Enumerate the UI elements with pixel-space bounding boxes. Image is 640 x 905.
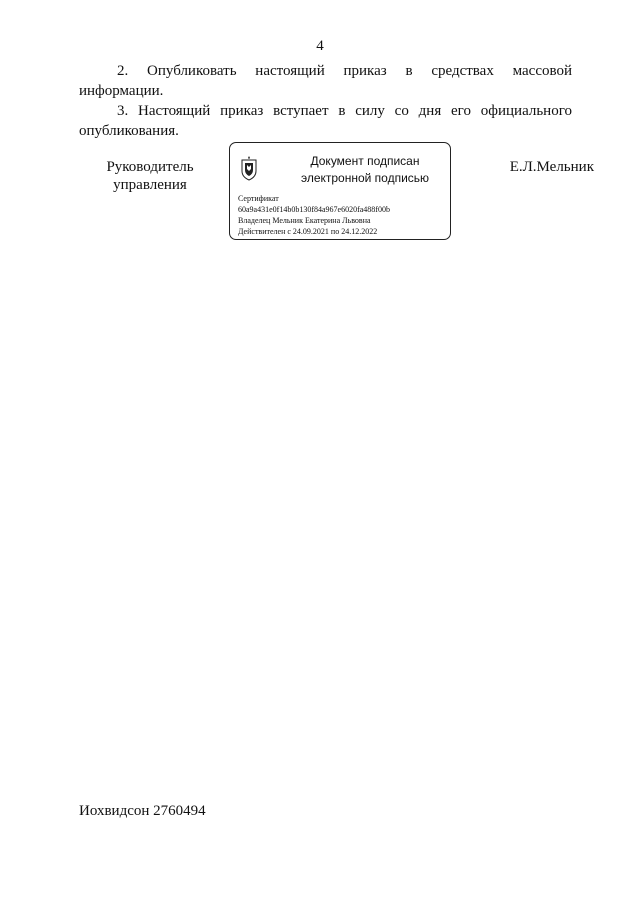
stamp-title-line-1: Документ подписан xyxy=(310,154,420,168)
signer-title-line-2: управления xyxy=(113,177,187,193)
paragraph-3-line-2: опубликования. xyxy=(79,123,179,139)
executor-info: Иохвидсон 2760494 xyxy=(79,803,206,819)
certificate-owner: Владелец Мельник Екатерина Львовна xyxy=(238,216,371,225)
certificate-validity: Действителен с 24.09.2021 по 24.12.2022 xyxy=(238,227,378,236)
certificate-label: Сертификат xyxy=(238,194,279,203)
coat-of-arms-icon xyxy=(240,155,258,181)
electronic-signature-stamp xyxy=(229,142,451,240)
page-number: 4 xyxy=(316,38,324,54)
paragraph-2-line-1: 2. Опубликовать настоящий приказ в средствах массовой xyxy=(117,63,572,79)
stamp-title-line-2: электронной подписью xyxy=(300,171,430,185)
signer-title xyxy=(100,158,200,194)
certificate-value: 60a9a431e0f14b0b130f84a967e6020fa488f00b xyxy=(238,205,390,214)
paragraph-2 xyxy=(79,61,572,101)
paragraph-3 xyxy=(79,101,572,141)
signer-name: Е.Л.Мельник xyxy=(509,159,594,175)
paragraph-2-line-2: информации. xyxy=(79,83,164,99)
stamp-details xyxy=(238,193,390,237)
stamp-title xyxy=(290,153,440,187)
paragraph-3-line-1: 3. Настоящий приказ вступает в силу со дня его официального xyxy=(117,103,572,119)
signer-title-line-1: Руководитель xyxy=(106,159,194,175)
